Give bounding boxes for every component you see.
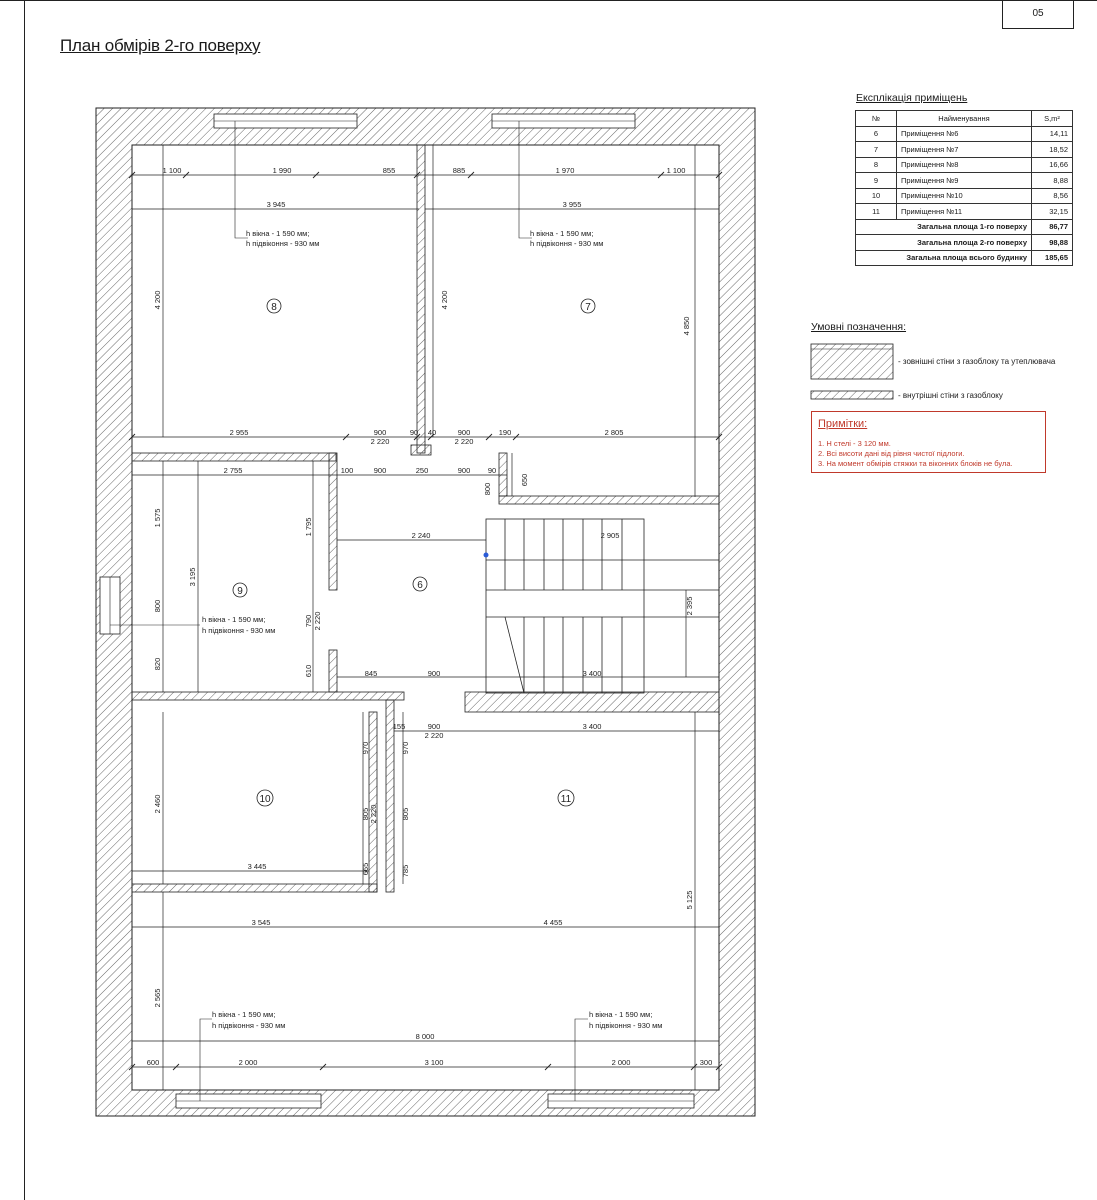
dim-label: 2 220 [370, 437, 390, 446]
legend-title: Умовні позначення: [811, 321, 907, 333]
dim-label: 970 [401, 741, 410, 755]
total-value: 98,88 [1032, 235, 1073, 251]
cell-area: 14,11 [1032, 126, 1073, 142]
dim-label: 40 [427, 428, 437, 437]
dim-label: 1 100 [666, 166, 686, 175]
room-8-number: 8 [271, 302, 277, 313]
room-9-number: 9 [237, 586, 243, 597]
cell-area: 16,66 [1032, 157, 1073, 173]
dim-label: 885 [452, 166, 466, 175]
room-10-number: 10 [259, 794, 271, 805]
cell-area: 18,52 [1032, 142, 1073, 158]
dim-label: 2 955 [229, 428, 249, 437]
dim-label: 820 [153, 657, 162, 671]
notes-line: 1. Н стелі - 3 120 мм. [818, 439, 891, 448]
dim-label: 900 [373, 466, 387, 475]
dim-label: 2 240 [411, 531, 431, 540]
cell-no: 8 [856, 157, 897, 173]
dim-label: 665 [361, 862, 370, 876]
stair-marker [484, 553, 489, 558]
dim-label: 855 [382, 166, 396, 175]
dim-label: 2 395 [685, 596, 694, 616]
dim-label: 3 945 [266, 200, 286, 209]
dim-label: 2 000 [611, 1058, 631, 1067]
dim-label: 155 [392, 722, 406, 731]
dim-label: 1 795 [304, 517, 313, 537]
page-title: План обмірів 2-го поверху [60, 36, 261, 55]
dim-label: 4 200 [153, 290, 162, 310]
dim-label: 2 905 [600, 531, 620, 540]
dim-label: 1 990 [272, 166, 292, 175]
dim-label: 100 [340, 466, 354, 475]
legend-interior-swatch [811, 391, 893, 399]
dim-label: 900 [373, 428, 387, 437]
total-label: Загальна площа всього будинку [856, 250, 1032, 266]
room-7-number: 7 [585, 302, 591, 313]
dim-label: 250 [415, 466, 429, 475]
explication-title: Експлікація приміщень [856, 92, 968, 104]
total-value: 185,65 [1032, 250, 1073, 266]
header-area: S,m² [1032, 111, 1073, 127]
cell-name: Приміщення №10 [897, 188, 1032, 204]
table-row [856, 142, 1073, 158]
dim-label: 5 125 [685, 890, 694, 910]
dim-label: 300 [699, 1058, 713, 1067]
room-6-number: 6 [417, 580, 423, 591]
dim-label: 3 445 [247, 862, 267, 871]
dim-label: 3 400 [582, 669, 602, 678]
dim-label: 790 [304, 614, 313, 628]
dim-label: 785 [401, 864, 410, 878]
dim-label: 2 805 [604, 428, 624, 437]
dim-label: 600 [146, 1058, 160, 1067]
cell-no: 7 [856, 142, 897, 158]
dim-label: 3 400 [582, 722, 602, 731]
window-note-r11a-h: h вікна - 1 590 мм; [212, 1010, 276, 1019]
dim-label: 650 [520, 473, 529, 487]
cell-name: Приміщення №11 [897, 204, 1032, 220]
dim-label: 90 [409, 428, 419, 437]
dim-label: 2 000 [238, 1058, 258, 1067]
cell-name: Приміщення №6 [897, 126, 1032, 142]
dim-label: 2 220 [313, 611, 322, 631]
total-label: Загальна площа 1-го поверху [856, 219, 1032, 235]
dim-label: 3 100 [424, 1058, 444, 1067]
total-value: 86,77 [1032, 219, 1073, 235]
explication-table [855, 110, 1073, 266]
window-leaders [110, 121, 588, 1101]
total-row [856, 235, 1073, 251]
dim-label: 4 200 [440, 290, 449, 310]
cell-no: 9 [856, 173, 897, 189]
interior-walls [132, 145, 719, 892]
dim-label: 845 [364, 669, 378, 678]
cell-area: 8,56 [1032, 188, 1073, 204]
cell-no: 10 [856, 188, 897, 204]
dim-label: 8 000 [415, 1032, 435, 1041]
cell-area: 8,88 [1032, 173, 1073, 189]
cell-no: 6 [856, 126, 897, 142]
dim-label: 900 [457, 466, 471, 475]
dim-label: 1 970 [555, 166, 575, 175]
dim-label: 805 [361, 807, 370, 821]
cell-no: 11 [856, 204, 897, 220]
window-note-r9-h: h вікна - 1 590 мм; [202, 615, 266, 624]
dim-label: 2 755 [223, 466, 243, 475]
window-note-r8-h: h вікна - 1 590 мм; [246, 229, 310, 238]
window-note-r11b-h: h вікна - 1 590 мм; [589, 1010, 653, 1019]
sheet-number: 05 [1002, 0, 1074, 29]
dim-label: 2 220 [424, 731, 444, 740]
table-row [856, 188, 1073, 204]
dim-label: 4 455 [543, 918, 563, 927]
dim-label: 900 [427, 669, 441, 678]
cell-name: Приміщення №7 [897, 142, 1032, 158]
total-label: Загальна площа 2-го поверху [856, 235, 1032, 251]
table-row [856, 126, 1073, 142]
dim-label: 2 565 [153, 988, 162, 1008]
dim-label: 190 [498, 428, 512, 437]
dim-label: 2 460 [153, 794, 162, 814]
dim-label: 3 955 [562, 200, 582, 209]
total-row [856, 219, 1073, 235]
dim-label: 3 195 [188, 567, 197, 587]
window-note-r8-sill: h підвіконня - 930 мм [246, 239, 320, 248]
cell-name: Приміщення №9 [897, 173, 1032, 189]
header-name: Найменування [897, 111, 1032, 127]
dim-label: 90 [487, 466, 497, 475]
dim-label: 2 220 [369, 804, 378, 824]
window-note-r7-h: h вікна - 1 590 мм; [530, 229, 594, 238]
legend-exterior-label: - зовнішні стіни з газоблоку та утеплювача [898, 357, 1056, 366]
legend-interior-label: - внутрішні стіни з газоблоку [898, 391, 1003, 400]
dim-label: 2 220 [454, 437, 474, 446]
window-note-r9-sill: h підвіконня - 930 мм [202, 626, 276, 635]
table-header-row [856, 111, 1073, 127]
notes-line: 2. Всі висоти дані від рівня чистої підлоги. [818, 449, 965, 458]
dim-label: 900 [427, 722, 441, 731]
notes-title: Примітки: [818, 418, 868, 430]
dim-label: 3 545 [251, 918, 271, 927]
dim-label: 800 [153, 599, 162, 613]
window-note-r7-sill: h підвіконня - 930 мм [530, 239, 604, 248]
dim-label: 4 850 [682, 316, 691, 336]
cell-area: 32,15 [1032, 204, 1073, 220]
dim-label: 900 [457, 428, 471, 437]
table-row [856, 157, 1073, 173]
room-11-number: 11 [560, 794, 572, 805]
table-row [856, 204, 1073, 220]
cell-name: Приміщення №8 [897, 157, 1032, 173]
dim-label: 1 575 [153, 508, 162, 528]
dim-label: 800 [483, 482, 492, 496]
dim-label: 970 [361, 741, 370, 755]
header-no: № [856, 111, 897, 127]
notes-line: 3. На момент обмірів стяжки та віконних блоків не була. [818, 459, 1013, 468]
window-note-r11b-sill: h підвіконня - 930 мм [589, 1021, 663, 1030]
dim-label: 1 100 [162, 166, 182, 175]
exterior-walls [96, 108, 755, 1116]
total-row [856, 250, 1073, 266]
dim-label: 610 [304, 664, 313, 678]
window-note-r11a-sill: h підвіконня - 930 мм [212, 1021, 286, 1030]
table-row [856, 173, 1073, 189]
notes-box [811, 411, 1046, 473]
dim-label: 805 [401, 807, 410, 821]
